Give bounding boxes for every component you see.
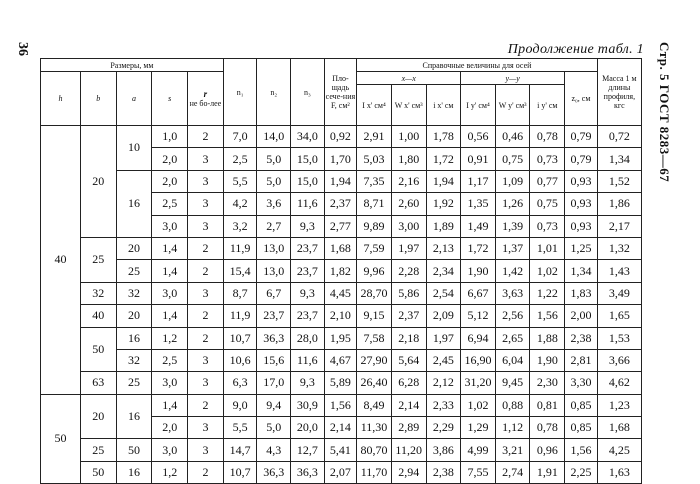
iy-cell: 1,91	[530, 461, 565, 483]
area-header: Пло-щадь сече-ния F, см²	[324, 59, 357, 126]
Wy-cell: 1,12	[495, 417, 530, 439]
iy-cell: 1,90	[530, 349, 565, 371]
F-cell: 4,45	[324, 282, 357, 304]
ix-cell: 1,78	[426, 126, 461, 148]
Wy-cell: 3,63	[495, 282, 530, 304]
ix-cell: 1,94	[426, 170, 461, 192]
n3-cell: 9,3	[291, 372, 325, 394]
Wx-cell: 5,86	[391, 282, 426, 304]
n1-cell: 5,5	[223, 417, 257, 439]
n1-cell: 3,2	[223, 215, 257, 237]
sizes-header: Размеры, мм	[41, 59, 224, 72]
Ix-cell: 11,70	[357, 461, 392, 483]
z0-cell: 2,00	[565, 305, 598, 327]
mass-cell: 1,53	[597, 327, 641, 349]
Wy-cell: 3,21	[495, 439, 530, 461]
F-cell: 5,89	[324, 372, 357, 394]
n2-cell: 5,0	[257, 148, 291, 170]
ix-cell: 2,54	[426, 282, 461, 304]
ix-cell: 2,45	[426, 349, 461, 371]
Wx-cell: 2,60	[391, 193, 426, 215]
mass-cell: 3,49	[597, 282, 641, 304]
table-row	[41, 305, 642, 327]
n3-cell: 15,0	[291, 170, 325, 192]
b-cell: 32	[80, 282, 116, 304]
s-cell: 2,5	[152, 349, 188, 371]
axis-yy-header: y—y	[461, 72, 565, 85]
r-cell: 2	[188, 260, 224, 282]
Wx-cell: 1,00	[391, 126, 426, 148]
Ix-cell: 9,15	[357, 305, 392, 327]
n1-cell: 10,7	[223, 327, 257, 349]
z0-cell: 0,85	[565, 394, 598, 416]
F-cell: 1,82	[324, 260, 357, 282]
iy-cell: 1,88	[530, 327, 565, 349]
Iy-cell: 4,99	[461, 439, 496, 461]
Ix-cell: 80,70	[357, 439, 392, 461]
Iy-cell: 1,49	[461, 215, 496, 237]
F-cell: 1,94	[324, 170, 357, 192]
Wy-cell: 0,88	[495, 394, 530, 416]
Wx-cell: 2,18	[391, 327, 426, 349]
s-cell: 2,0	[152, 170, 188, 192]
table-row	[41, 349, 642, 371]
iy-cell: 1,01	[530, 237, 565, 259]
Wy-cell: 9,45	[495, 372, 530, 394]
ix-cell: 2,29	[426, 417, 461, 439]
a-cell: 20	[116, 237, 152, 259]
s-cell: 2,0	[152, 148, 188, 170]
Ix-cell: 7,58	[357, 327, 392, 349]
mass-cell: 1,23	[597, 394, 641, 416]
n2-cell: 5,0	[257, 417, 291, 439]
n1-cell: 7,0	[223, 126, 257, 148]
Wy-cell: 6,04	[495, 349, 530, 371]
s-cell: 3,0	[152, 439, 188, 461]
Ix-cell: 7,59	[357, 237, 392, 259]
F-cell: 2,77	[324, 215, 357, 237]
iy-cell: 2,30	[530, 372, 565, 394]
iy-cell: 1,22	[530, 282, 565, 304]
r-cell: 2	[188, 394, 224, 416]
n2-cell: 13,0	[257, 237, 291, 259]
mass-cell: 2,17	[597, 215, 641, 237]
n1-cell: 6,3	[223, 372, 257, 394]
n3-cell: 9,3	[291, 215, 325, 237]
F-cell: 0,92	[324, 126, 357, 148]
b-cell: 25	[80, 237, 116, 282]
h-cell: 50	[41, 394, 81, 484]
Iy-cell: 5,12	[461, 305, 496, 327]
r-cell: 3	[188, 439, 224, 461]
table-row	[41, 372, 642, 394]
Ix-cell: 26,40	[357, 372, 392, 394]
z0-cell: 0,85	[565, 417, 598, 439]
n3-cell: 23,7	[291, 237, 325, 259]
n1-cell: 5,5	[223, 170, 257, 192]
Wy-cell: 2,74	[495, 461, 530, 483]
h-cell: 40	[41, 126, 81, 395]
ix-cell: 3,86	[426, 439, 461, 461]
a-cell: 20	[116, 305, 152, 327]
table-row	[41, 260, 642, 282]
n3-cell: 30,9	[291, 394, 325, 416]
s-header: s	[152, 72, 188, 126]
Wx-cell: 11,20	[391, 439, 426, 461]
mass-cell: 1,32	[597, 237, 641, 259]
n1-cell: 2,5	[223, 148, 257, 170]
Iy-cell: 31,20	[461, 372, 496, 394]
b-cell: 50	[80, 461, 116, 483]
r-cell: 3	[188, 372, 224, 394]
table-row	[41, 237, 642, 259]
Wy-cell: 1,42	[495, 260, 530, 282]
Wy-cell: 2,56	[495, 305, 530, 327]
Iy-cell: 1,35	[461, 193, 496, 215]
table-row	[41, 282, 642, 304]
n2-cell: 36,3	[257, 461, 291, 483]
F-cell: 1,70	[324, 148, 357, 170]
r-note: не бо-лее	[189, 98, 222, 108]
b-header: b	[80, 72, 116, 126]
b-cell: 20	[80, 394, 116, 439]
z0-cell: 1,56	[565, 439, 598, 461]
ix-cell: 1,89	[426, 215, 461, 237]
s-cell: 1,4	[152, 305, 188, 327]
n3-cell: 23,7	[291, 260, 325, 282]
z0-header: z₀, см	[565, 72, 598, 126]
Wy-cell: 0,46	[495, 126, 530, 148]
iy-cell: 0,75	[530, 193, 565, 215]
iy-cell: 0,96	[530, 439, 565, 461]
z0-cell: 0,93	[565, 193, 598, 215]
r-cell: 3	[188, 148, 224, 170]
Ix-cell: 8,49	[357, 394, 392, 416]
Ix-cell: 9,96	[357, 260, 392, 282]
a-cell: 10	[116, 126, 152, 171]
n1-cell: 10,6	[223, 349, 257, 371]
ix-header: i x' см	[426, 85, 461, 126]
Iy-cell: 0,56	[461, 126, 496, 148]
Wx-cell: 2,94	[391, 461, 426, 483]
mass-cell: 1,86	[597, 193, 641, 215]
a-cell: 16	[116, 461, 152, 483]
n2-cell: 9,4	[257, 394, 291, 416]
Iy-cell: 1,29	[461, 417, 496, 439]
a-cell: 50	[116, 439, 152, 461]
z0-cell: 1,83	[565, 282, 598, 304]
n2-cell: 3,6	[257, 193, 291, 215]
F-cell: 1,95	[324, 327, 357, 349]
ix-cell: 2,33	[426, 394, 461, 416]
ix-cell: 2,09	[426, 305, 461, 327]
Wx-cell: 6,28	[391, 372, 426, 394]
n3-cell: 34,0	[291, 126, 325, 148]
s-cell: 3,0	[152, 215, 188, 237]
iy-cell: 0,73	[530, 148, 565, 170]
mass-header: Масса 1 м длины профиля, кгс	[597, 59, 641, 126]
n3-cell: 28,0	[291, 327, 325, 349]
Iy-header: I y' см⁴	[461, 85, 496, 126]
Wy-cell: 1,37	[495, 237, 530, 259]
mass-cell: 3,66	[597, 349, 641, 371]
table-continuation-title: Продолжение табл. 1	[507, 42, 644, 57]
mass-cell: 1,65	[597, 305, 641, 327]
r-symbol: r	[203, 88, 208, 99]
mass-cell: 1,34	[597, 148, 641, 170]
s-cell: 2,5	[152, 193, 188, 215]
ix-cell: 2,13	[426, 237, 461, 259]
n2-cell: 2,7	[257, 215, 291, 237]
a-cell: 25	[116, 372, 152, 394]
a-cell: 16	[116, 327, 152, 349]
z0-cell: 1,25	[565, 237, 598, 259]
ix-cell: 2,34	[426, 260, 461, 282]
Wx-cell: 2,89	[391, 417, 426, 439]
z0-cell: 0,93	[565, 170, 598, 192]
Wy-cell: 2,65	[495, 327, 530, 349]
mass-cell: 1,43	[597, 260, 641, 282]
mass-cell: 4,25	[597, 439, 641, 461]
s-cell: 3,0	[152, 282, 188, 304]
n3-cell: 11,6	[291, 349, 325, 371]
Iy-cell: 1,90	[461, 260, 496, 282]
n3-cell: 23,7	[291, 305, 325, 327]
s-cell: 1,2	[152, 327, 188, 349]
Wx-cell: 2,16	[391, 170, 426, 192]
r-cell: 2	[188, 461, 224, 483]
n1-cell: 11,9	[223, 237, 257, 259]
mass-cell: 1,52	[597, 170, 641, 192]
Wx-cell: 2,14	[391, 394, 426, 416]
profile-table	[40, 58, 642, 484]
Wx-cell: 1,97	[391, 237, 426, 259]
Wx-cell: 5,64	[391, 349, 426, 371]
ix-cell: 2,12	[426, 372, 461, 394]
z0-cell: 0,79	[565, 126, 598, 148]
ix-cell: 1,97	[426, 327, 461, 349]
mass-cell: 1,63	[597, 461, 641, 483]
n3-cell: 15,0	[291, 148, 325, 170]
iy-cell: 0,77	[530, 170, 565, 192]
Wx-header: W x' см³	[391, 85, 426, 126]
z0-cell: 0,93	[565, 215, 598, 237]
n2-cell: 6,7	[257, 282, 291, 304]
Ix-header: I x' см⁴	[357, 85, 392, 126]
Ix-cell: 8,71	[357, 193, 392, 215]
n1-cell: 9,0	[223, 394, 257, 416]
Ix-cell: 2,91	[357, 126, 392, 148]
a-header: a	[116, 72, 152, 126]
F-cell: 2,07	[324, 461, 357, 483]
table-row	[41, 327, 642, 349]
n3-header: n₃	[291, 59, 325, 126]
a-cell: 16	[116, 394, 152, 439]
Iy-cell: 7,55	[461, 461, 496, 483]
Ix-cell: 5,03	[357, 148, 392, 170]
h-header: h	[41, 72, 81, 126]
r-cell: 3	[188, 417, 224, 439]
r-header	[188, 72, 224, 126]
a-cell: 16	[116, 170, 152, 237]
n1-cell: 14,7	[223, 439, 257, 461]
table-row	[41, 439, 642, 461]
b-cell: 20	[80, 126, 116, 238]
Wx-cell: 3,00	[391, 215, 426, 237]
Wx-cell: 1,80	[391, 148, 426, 170]
n3-cell: 36,3	[291, 461, 325, 483]
Wy-cell: 0,75	[495, 148, 530, 170]
mass-cell: 1,68	[597, 417, 641, 439]
F-cell: 2,14	[324, 417, 357, 439]
Iy-cell: 6,67	[461, 282, 496, 304]
reference-values-header: Справочные величины для осей	[357, 59, 598, 72]
Ix-cell: 7,35	[357, 170, 392, 192]
n2-header: n₂	[257, 59, 291, 126]
Ix-cell: 27,90	[357, 349, 392, 371]
a-cell: 25	[116, 260, 152, 282]
F-cell: 1,56	[324, 394, 357, 416]
b-cell: 50	[80, 327, 116, 372]
Ix-cell: 11,30	[357, 417, 392, 439]
s-cell: 3,0	[152, 372, 188, 394]
table-row	[41, 170, 642, 192]
n1-cell: 15,4	[223, 260, 257, 282]
Wy-cell: 1,09	[495, 170, 530, 192]
n2-cell: 13,0	[257, 260, 291, 282]
r-cell: 3	[188, 170, 224, 192]
table-row	[41, 394, 642, 416]
Iy-cell: 16,90	[461, 349, 496, 371]
Ix-cell: 9,89	[357, 215, 392, 237]
n1-cell: 11,9	[223, 305, 257, 327]
n2-cell: 4,3	[257, 439, 291, 461]
n2-cell: 14,0	[257, 126, 291, 148]
b-cell: 25	[80, 439, 116, 461]
Iy-cell: 0,91	[461, 148, 496, 170]
z0-cell: 3,30	[565, 372, 598, 394]
z0-cell: 1,34	[565, 260, 598, 282]
n3-cell: 11,6	[291, 193, 325, 215]
table-row	[41, 461, 642, 483]
n2-cell: 15,6	[257, 349, 291, 371]
Wy-cell: 1,26	[495, 193, 530, 215]
z0-cell: 0,79	[565, 148, 598, 170]
Iy-cell: 6,94	[461, 327, 496, 349]
r-cell: 2	[188, 126, 224, 148]
r-cell: 2	[188, 305, 224, 327]
r-cell: 3	[188, 193, 224, 215]
r-cell: 2	[188, 237, 224, 259]
n1-cell: 10,7	[223, 461, 257, 483]
r-cell: 3	[188, 349, 224, 371]
s-cell: 1,4	[152, 394, 188, 416]
s-cell: 2,0	[152, 417, 188, 439]
F-cell: 5,41	[324, 439, 357, 461]
table-row	[41, 126, 642, 148]
n2-cell: 5,0	[257, 170, 291, 192]
standard-side-label: Стр. 5 ГОСТ 8283—67	[657, 42, 672, 183]
s-cell: 1,2	[152, 461, 188, 483]
Wy-header: W y' см³	[495, 85, 530, 126]
iy-cell: 0,73	[530, 215, 565, 237]
z0-cell: 2,25	[565, 461, 598, 483]
z0-cell: 2,38	[565, 327, 598, 349]
Iy-cell: 1,02	[461, 394, 496, 416]
F-cell: 4,67	[324, 349, 357, 371]
a-cell: 32	[116, 349, 152, 371]
iy-cell: 0,81	[530, 394, 565, 416]
n1-header: n₁	[223, 59, 257, 126]
mass-cell: 0,72	[597, 126, 641, 148]
n3-cell: 9,3	[291, 282, 325, 304]
s-cell: 1,0	[152, 126, 188, 148]
ix-cell: 1,92	[426, 193, 461, 215]
ix-cell: 2,38	[426, 461, 461, 483]
Wx-cell: 2,28	[391, 260, 426, 282]
b-cell: 40	[80, 305, 116, 327]
page-number: 36	[15, 42, 30, 56]
r-cell: 3	[188, 282, 224, 304]
Ix-cell: 28,70	[357, 282, 392, 304]
mass-cell: 4,62	[597, 372, 641, 394]
Iy-cell: 1,17	[461, 170, 496, 192]
n2-cell: 23,7	[257, 305, 291, 327]
iy-cell: 1,56	[530, 305, 565, 327]
s-cell: 1,4	[152, 237, 188, 259]
iy-cell: 0,78	[530, 417, 565, 439]
F-cell: 2,10	[324, 305, 357, 327]
Iy-cell: 1,72	[461, 237, 496, 259]
b-cell: 63	[80, 372, 116, 394]
n2-cell: 36,3	[257, 327, 291, 349]
n3-cell: 20,0	[291, 417, 325, 439]
F-cell: 2,37	[324, 193, 357, 215]
Wy-cell: 1,39	[495, 215, 530, 237]
iy-header: i y' см	[530, 85, 565, 126]
r-cell: 3	[188, 215, 224, 237]
iy-cell: 0,78	[530, 126, 565, 148]
n1-cell: 4,2	[223, 193, 257, 215]
Wx-cell: 2,37	[391, 305, 426, 327]
a-cell: 32	[116, 282, 152, 304]
n3-cell: 12,7	[291, 439, 325, 461]
iy-cell: 1,02	[530, 260, 565, 282]
ix-cell: 1,72	[426, 148, 461, 170]
z0-cell: 2,81	[565, 349, 598, 371]
n2-cell: 17,0	[257, 372, 291, 394]
r-cell: 2	[188, 327, 224, 349]
axis-xx-header: x—x	[357, 72, 461, 85]
s-cell: 1,4	[152, 260, 188, 282]
F-cell: 1,68	[324, 237, 357, 259]
n1-cell: 8,7	[223, 282, 257, 304]
